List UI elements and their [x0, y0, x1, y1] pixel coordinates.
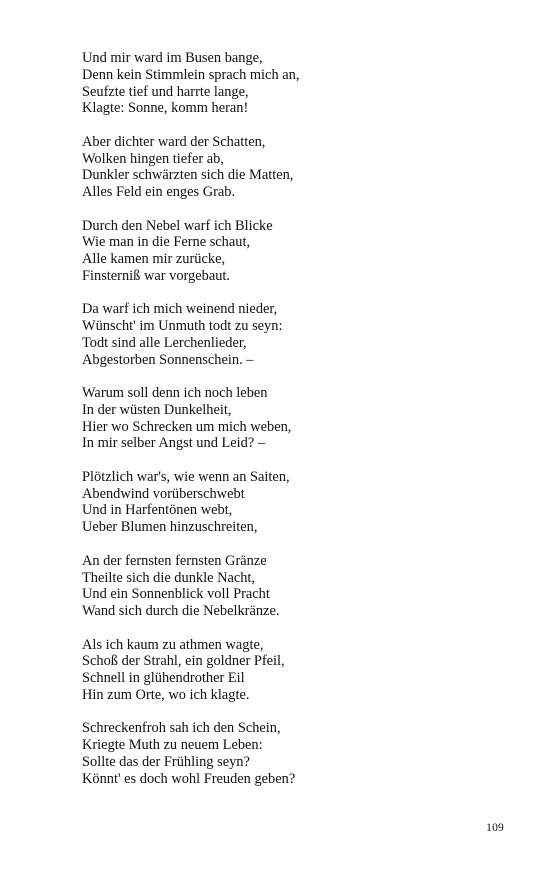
stanza — [82, 469, 502, 536]
poem-line: Aber dichter ward der Schatten, — [82, 133, 266, 150]
poem-line: Wünscht' im Unmuth todt zu seyn: — [82, 318, 283, 335]
page-number: 109 — [486, 822, 504, 834]
poem-line: Alle kamen mir zurücke, — [82, 251, 226, 268]
poem-line: Hier wo Schrecken um mich weben, — [82, 418, 292, 435]
poem-line: Seufzte tief und harrte lange, — [82, 83, 249, 100]
poem-line: Schoß der Strahl, ein goldner Pfeil, — [82, 653, 285, 670]
poem-line: Da warf ich mich weinend nieder, — [82, 301, 278, 318]
poem-line: Durch den Nebel warf ich Blicke — [82, 217, 273, 234]
poem-line: Abgestorben Sonnenschein. – — [82, 351, 254, 368]
poem-line: Ueber Blumen hinzuschreiten, — [82, 519, 258, 536]
poem-line: Dunkler schwärzten sich die Matten, — [82, 167, 294, 184]
poem-line: An der fernsten fernsten Gränze — [82, 552, 267, 569]
stanza — [82, 301, 502, 368]
poem-line: Wie man in die Ferne schaut, — [82, 234, 251, 251]
poem-body — [82, 50, 502, 804]
poem-line: Und ein Sonnenblick voll Pracht — [82, 586, 270, 603]
poem-line: Hin zum Orte, wo ich klagte. — [82, 686, 250, 703]
stanza — [82, 553, 502, 620]
poem-line: Plötzlich war's, wie wenn an Saiten, — [82, 468, 290, 485]
poem-line: Schreckenfroh sah ich den Schein, — [82, 720, 281, 737]
stanza — [82, 50, 502, 117]
poem-line: Kriegte Muth zu neuem Leben: — [82, 737, 263, 754]
stanza — [82, 218, 502, 285]
poem-line: Alles Feld ein enges Grab. — [82, 184, 236, 201]
poem-line: Und in Harfentönen webt, — [82, 502, 233, 519]
poem-line: In der wüsten Dunkelheit, — [82, 401, 232, 418]
stanza — [82, 134, 502, 201]
stanza — [82, 637, 502, 704]
poem-line: Schnell in glühendrother Eil — [82, 670, 245, 687]
stanza — [82, 720, 502, 787]
poem-line: Todt sind alle Lerchenlieder, — [82, 334, 247, 351]
poem-line: Klagte: Sonne, komm heran! — [82, 100, 249, 117]
poem-line: Finsterniß war vorgebaut. — [82, 267, 231, 284]
poem-line: Warum soll denn ich noch leben — [82, 385, 268, 402]
poem-line: Könnt' es doch wohl Freuden geben? — [82, 770, 296, 787]
stanza — [82, 385, 502, 452]
poem-line: Abendwind vorüberschwebt — [82, 485, 245, 502]
poem-line: Als ich kaum zu athmen wagte, — [82, 636, 264, 653]
poem-line: Wolken hingen tiefer ab, — [82, 150, 224, 167]
poem-line: Und mir ward im Busen bange, — [82, 50, 263, 66]
poem-line: In mir selber Angst und Leid? – — [82, 435, 266, 452]
poem-line: Sollte das der Frühling seyn? — [82, 753, 250, 770]
poem-line: Denn kein Stimmlein sprach mich an, — [82, 66, 300, 83]
poem-line: Theilte sich die dunkle Nacht, — [82, 569, 256, 586]
poem-line: Wand sich durch die Nebelkränze. — [82, 603, 280, 620]
